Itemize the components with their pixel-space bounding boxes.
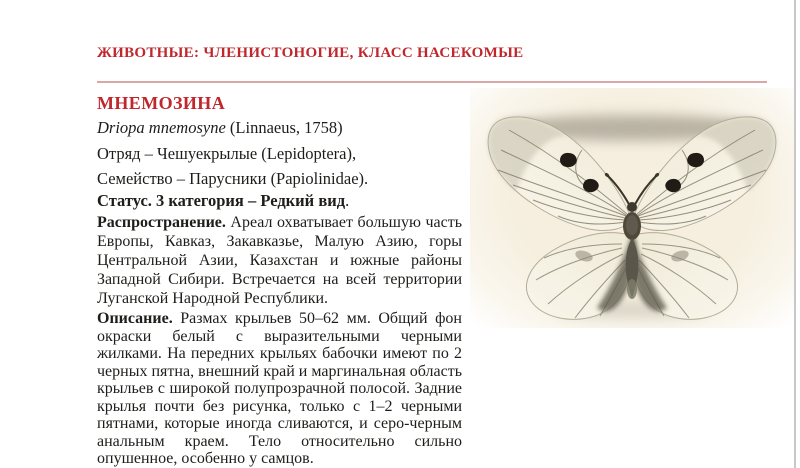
distribution-label: Распространение. xyxy=(97,214,226,231)
order-line: Отряд – Чешуекрылые (Lepidoptera), xyxy=(97,144,357,163)
section-header: ЖИВОТНЫЕ: ЧЛЕНИСТОНОГИЕ, КЛАСС НАСЕКОМЫЕ xyxy=(97,45,524,61)
status-text: Статус. 3 категория – Редкий вид xyxy=(97,191,346,210)
scientific-name-line xyxy=(97,118,477,137)
description-label: Описание. xyxy=(97,310,173,327)
distribution-paragraph xyxy=(97,213,462,308)
butterfly-specimen-image xyxy=(470,88,795,328)
status-period: . xyxy=(345,191,350,210)
description-paragraph xyxy=(97,310,462,468)
butterfly-right-wings xyxy=(629,117,776,319)
species-title: МНЕМОЗИНА xyxy=(97,93,226,113)
latin-name: Driopa mnemosyne xyxy=(97,118,226,137)
authority: (Linnaeus, 1758) xyxy=(225,118,343,137)
page-edge-line xyxy=(794,0,796,468)
description-text: Размах крыльев 50–62 мм. Общий фон окраски белый с выразительными черными жилками. На передних крыльях бабочки имеют по 2 черных пятна, внешний край и маргинальная область крыльев с широкой полупрозрачной полосой. Задние крылья почти без рисунка, только с 1–2 черными пятнами, которые иногда сливаются, и серо-черным анальным краем. Тело относительно сильно опушенное, особенно у самцов. xyxy=(97,310,462,467)
butterfly-photo-frame xyxy=(470,88,795,328)
butterfly-left-wings xyxy=(488,117,635,319)
header-divider-line xyxy=(97,81,767,83)
distribution-text: Ареал охватывает большую часть Европы, Кавказ, Закавказье, Малую Азию, горы Центральной Азии, Казахстан и южные районы Западной Сибири. Встречается на всей территории Луганской Народной Республики. xyxy=(97,214,462,307)
status-line xyxy=(97,191,477,210)
family-line: Семейство – Парусники (Papiolinidae). xyxy=(97,169,369,188)
